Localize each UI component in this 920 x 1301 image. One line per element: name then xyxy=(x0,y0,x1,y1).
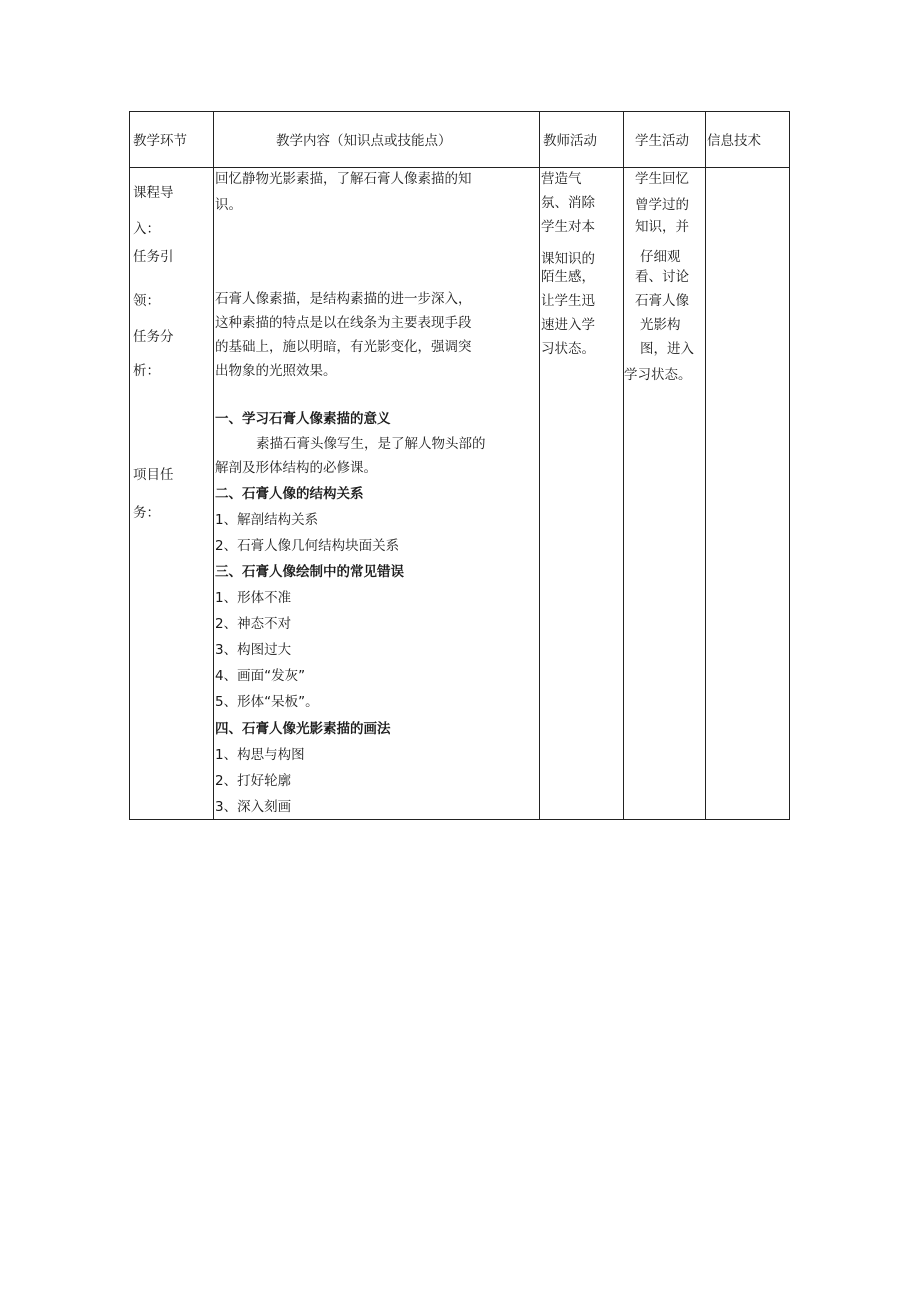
list-item: 2、石膏人像几何结构块面关系 xyxy=(215,538,400,554)
list-item: 1、解剖结构关系 xyxy=(215,512,319,528)
student-text: 知识，并 xyxy=(635,219,689,235)
content-text: 出物象的光照效果。 xyxy=(215,363,337,379)
header-teacher: 教师活动 xyxy=(543,133,597,149)
content-text: 素描石膏头像写生，是了解人物头部的 xyxy=(256,436,486,452)
content-text: 解剖及形体结构的必修课。 xyxy=(215,460,377,476)
column-divider xyxy=(623,112,624,819)
student-text: 曾学过的 xyxy=(635,197,689,213)
header-student: 学生活动 xyxy=(635,133,689,149)
content-text: 这种素描的特点是以在线条为主要表现手段 xyxy=(215,315,472,331)
content-text: 回忆静物光影素描，了解石膏人像素描的知 xyxy=(215,171,472,187)
stage-text: 课程导 xyxy=(133,185,174,201)
student-text: 学生回忆 xyxy=(635,171,689,187)
list-item: 1、形体不准 xyxy=(215,590,292,606)
list-item: 1、构思与构图 xyxy=(215,747,305,763)
stage-text: 务： xyxy=(133,505,160,521)
column-divider xyxy=(705,112,706,819)
stage-text: 入： xyxy=(133,221,160,237)
list-item: 5、形体“呆板”。 xyxy=(215,694,319,710)
stage-text: 领： xyxy=(133,293,160,309)
student-text: 图，进入 xyxy=(640,341,694,357)
stage-text: 析： xyxy=(133,363,160,379)
list-item: 3、构图过大 xyxy=(215,642,292,658)
header-content: 教学内容（知识点或技能点） xyxy=(276,133,452,149)
list-item: 3、深入刻画 xyxy=(215,799,292,815)
header-stage: 教学环节 xyxy=(133,133,187,149)
teacher-text: 学生对本 xyxy=(541,219,595,235)
content-text: 识。 xyxy=(215,197,242,213)
teacher-text: 习状态。 xyxy=(541,341,595,357)
column-divider xyxy=(213,112,214,819)
header-it: 信息技术 xyxy=(707,133,761,149)
teacher-text: 营造气 xyxy=(541,171,582,187)
header-divider xyxy=(130,167,789,168)
list-item: 2、打好轮廓 xyxy=(215,773,292,789)
content-text: 石膏人像素描，是结构素描的进一步深入， xyxy=(215,291,472,307)
student-text: 学习状态。 xyxy=(624,367,692,383)
section-heading: 一、学习石膏人像素描的意义 xyxy=(215,411,391,427)
student-text: 石膏人像 xyxy=(635,293,689,309)
column-divider xyxy=(539,112,540,819)
teacher-text: 氛、消除 xyxy=(541,195,595,211)
list-item: 4、画面“发灰” xyxy=(215,668,306,684)
stage-text: 项目任 xyxy=(133,467,174,483)
teacher-text: 课知识的 xyxy=(541,251,595,267)
student-text: 光影构 xyxy=(640,317,681,333)
stage-text: 任务引 xyxy=(133,249,174,265)
teacher-text: 让学生迅 xyxy=(541,293,595,309)
list-item: 2、神态不对 xyxy=(215,616,292,632)
section-heading: 二、石膏人像的结构关系 xyxy=(215,486,364,502)
student-text: 看、讨论 xyxy=(635,269,689,285)
section-heading: 三、石膏人像绘制中的常见错误 xyxy=(215,564,404,580)
lesson-plan-table xyxy=(129,111,790,820)
teacher-text: 速进入学 xyxy=(541,317,595,333)
section-heading: 四、石膏人像光影素描的画法 xyxy=(215,721,391,737)
teacher-text: 陌生感， xyxy=(541,269,595,285)
stage-text: 任务分 xyxy=(133,329,174,345)
student-text: 仔细观 xyxy=(640,249,681,265)
content-text: 的基础上，施以明暗，有光影变化，强调突 xyxy=(215,339,472,355)
